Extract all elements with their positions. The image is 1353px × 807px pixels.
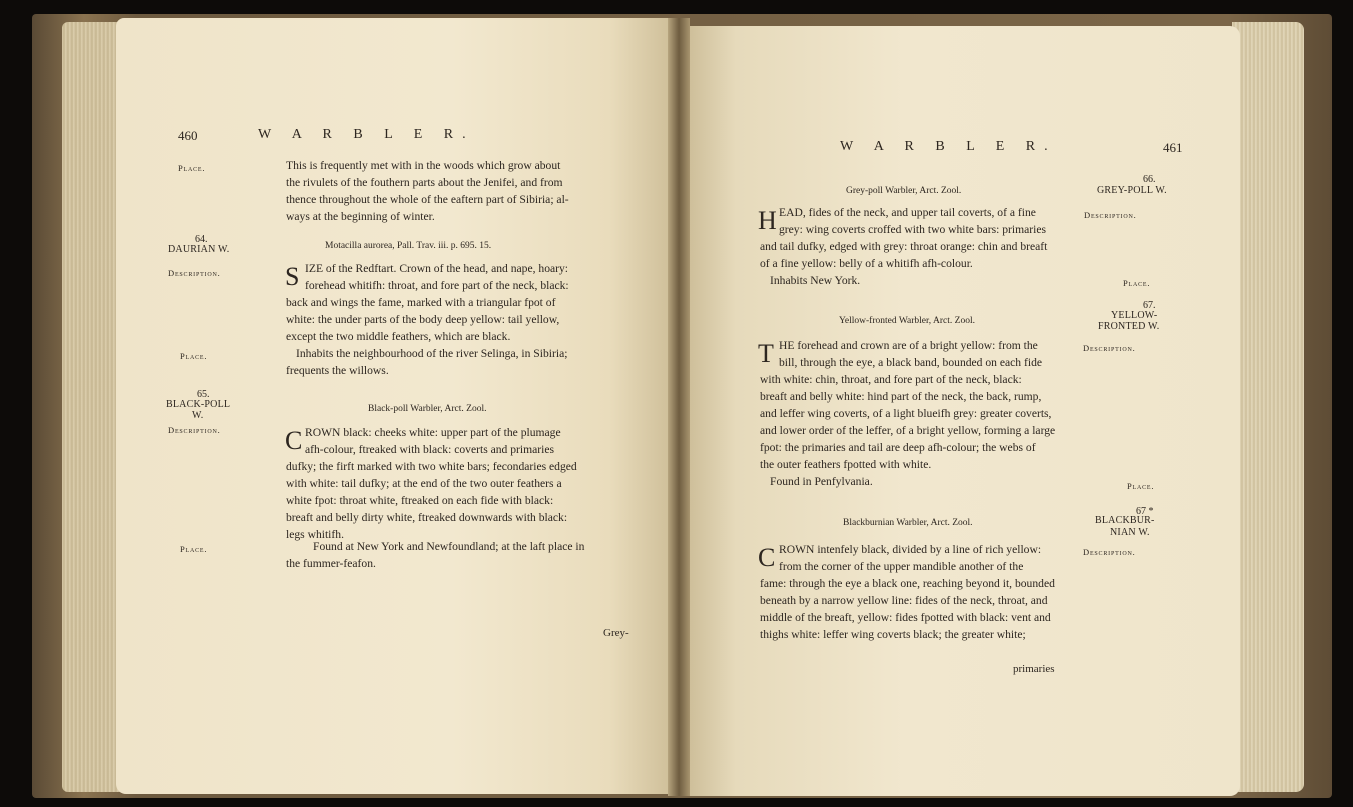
place-label: Place.: [178, 163, 206, 173]
description-label: Description.: [1083, 343, 1136, 353]
text-line: beneath by a narrow yellow line: fides of the neck, throat, and: [760, 594, 1048, 607]
entry-number: 67 *: [1136, 506, 1154, 517]
text-line: the rivulets of the fouthern parts about the Jenifei, and from: [286, 176, 563, 189]
text-line: white fpot: throat white, ftreaked on each fide with black:: [286, 494, 554, 507]
species-title: Blackburnian Warbler, Arct. Zool.: [843, 518, 973, 528]
text-line: except the two middle feathers, which are black.: [286, 330, 511, 343]
text-line: the outer feathers fpotted with white.: [760, 458, 932, 471]
text-line: Found at New York and Newfoundland; at the laft place in: [313, 540, 585, 553]
description-label: Description.: [168, 268, 221, 278]
place-label: Place.: [1127, 481, 1155, 491]
text-line: legs whitifh.: [286, 528, 344, 541]
right-page-edges: [1232, 22, 1304, 792]
text-line: of a fine yellow: belly of a whitifh afh-colour.: [760, 257, 973, 270]
text-line: fame: through the eye a black one, reaching beyond it, bounded: [760, 577, 1055, 590]
left-running-head: W A R B L E R.: [258, 127, 475, 142]
text-line: from the corner of the upper mandible another of the: [779, 560, 1024, 573]
species-name: GREY-POLL W.: [1097, 185, 1167, 196]
right-page-number: 461: [1163, 140, 1183, 155]
place-label: Place.: [180, 544, 208, 554]
species-name: NIAN W.: [1110, 527, 1150, 538]
text-line: bill, through the eye, a black band, bounded on each fide: [779, 356, 1043, 369]
text-line: grey: wing coverts croffed with two white bars: primaries: [779, 223, 1047, 236]
text-line: This is frequently met with in the woods which grow about: [286, 159, 561, 172]
text-line: ROWN intenfely black, divided by a line of rich yellow:: [779, 543, 1042, 556]
left-page-edges: [62, 22, 122, 792]
left-page-number: 460: [178, 128, 198, 143]
text-line: Inhabits the neighbourhood of the river Selinga, in Sibiria;: [296, 347, 568, 360]
drop-cap: S: [285, 262, 300, 291]
entry-number: 64.: [195, 234, 208, 245]
text-line: afh-colour, ftreaked with black: coverts and primaries: [305, 443, 555, 456]
place-label: Place.: [180, 351, 208, 361]
catchword: Grey-: [603, 627, 629, 639]
description-label: Description.: [1084, 210, 1137, 220]
book-gutter: [668, 18, 690, 796]
text-line: and tail dufky, edged with grey: throat orange: chin and breaft: [760, 240, 1048, 253]
species-name: DAURIAN W.: [168, 244, 230, 255]
species-name: YELLOW-: [1111, 310, 1158, 321]
text-line: and leffer wing coverts, of a light blueifh grey: greater coverts,: [760, 407, 1052, 420]
drop-cap: C: [758, 543, 776, 572]
drop-cap: H: [758, 206, 777, 235]
text-line: white: the under parts of the body deep yellow: tail yellow,: [286, 313, 560, 326]
text-line: ROWN black: cheeks white: upper part of the plumage: [305, 426, 561, 439]
text-line: breaft and belly white: hind part of the neck, the back, rump,: [760, 390, 1042, 403]
text-line: the fummer-feafon.: [286, 557, 376, 570]
text-line: EAD, fides of the neck, and upper tail coverts, of a fine: [779, 206, 1036, 219]
text-line: IZE of the Redftart. Crown of the head, and nape, hoary:: [305, 262, 569, 275]
entry-number: 65.: [197, 389, 210, 400]
catchword: primaries: [1013, 663, 1055, 675]
text-line: dufky; the firft marked with two white bars; fecondaries edged: [286, 460, 577, 473]
species-title: Motacilla aurorea, Pall. Trav. iii. p. 695. 15.: [325, 241, 492, 251]
species-title: Black-poll Warbler, Arct. Zool.: [368, 404, 487, 414]
species-name: BLACKBUR-: [1095, 515, 1155, 526]
place-label: Place.: [1123, 278, 1151, 288]
text-line: thighs white: leffer wing coverts black; the greater white;: [760, 628, 1026, 641]
description-label: Description.: [168, 425, 221, 435]
entry-number: 67.: [1143, 300, 1156, 311]
text-line: breaft and belly dirty white, ftreaked downwards with black:: [286, 511, 568, 524]
text-line: ways at the beginning of winter.: [286, 210, 435, 223]
species-title: Grey-poll Warbler, Arct. Zool.: [846, 186, 962, 196]
text-line: HE forehead and crown are of a bright yellow: from the: [779, 339, 1038, 352]
text-line: with white: tail dufky; at the end of the two outer feathers a: [286, 477, 562, 490]
drop-cap: T: [758, 339, 774, 368]
species-name: FRONTED W.: [1098, 321, 1160, 332]
species-name: BLACK-POLL: [166, 399, 231, 410]
text-line: middle of the breaft, yellow: fides fpotted with black: vent and: [760, 611, 1051, 624]
description-label: Description.: [1083, 547, 1136, 557]
text-line: back and wings the fame, marked with a triangular fpot of: [286, 296, 556, 309]
text-line: forehead whitifh: throat, and fore part of the neck, black:: [305, 279, 569, 292]
entry-number: 66.: [1143, 174, 1156, 185]
text-line: Found in Penfylvania.: [770, 475, 873, 488]
text-line: and lower order of the leffer, of a bright yellow, forming a large: [760, 424, 1056, 437]
text-line: with white: chin, throat, and fore part of the neck, black:: [760, 373, 1022, 386]
drop-cap: C: [285, 426, 303, 455]
text-line: Inhabits New York.: [770, 274, 861, 287]
text-line: fpot: the primaries and tail are deep afh-colour; the webs of: [760, 441, 1036, 454]
species-title: Yellow-fronted Warbler, Arct. Zool.: [839, 316, 975, 326]
text-line: frequents the willows.: [286, 364, 389, 377]
right-running-head: W A R B L E R.: [840, 139, 1057, 154]
text-line: thence throughout the whole of the eaftern part of Sibiria; al-: [286, 193, 569, 206]
species-name: W.: [192, 410, 204, 421]
